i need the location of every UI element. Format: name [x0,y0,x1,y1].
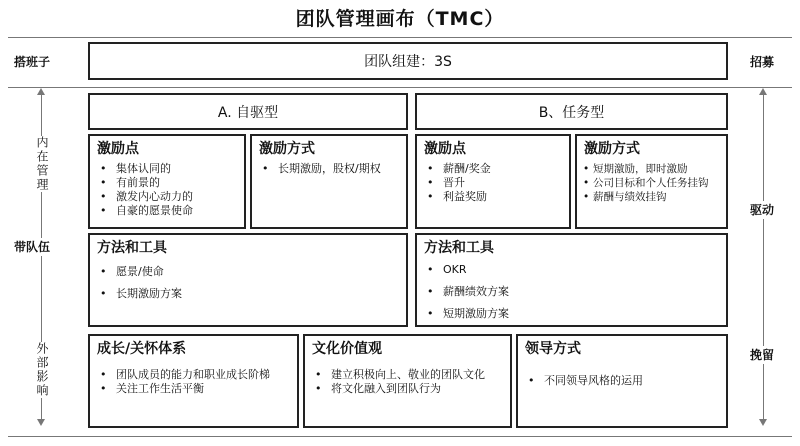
type-b-incentive-card [415,134,571,229]
item-list [98,162,193,218]
item-list [581,162,709,204]
right-axis-line [763,95,764,420]
left-arrow-down-icon [37,419,45,426]
divider-recruit [8,87,792,88]
label-team-building: 搭班子 [14,55,51,69]
list-item: • 自豪的愿景使命 [98,204,193,218]
list-item: • 利益奖励 [425,190,491,204]
card-title: 激励方式 [259,141,315,157]
list-item: • 短期激励方案 [425,307,509,321]
item-list [98,368,270,396]
card-title: 文化价值观 [312,341,382,357]
item-list [425,263,509,329]
list-item: • 激发内心动力的 [98,190,193,204]
card-title: 领导方式 [525,341,581,357]
list-item: • 公司目标和个人任务挂钩 [581,176,709,190]
list-item: • 不同领导风格的运用 [526,374,643,388]
item-list [425,162,491,204]
type-a-header: A. 自驱型 [88,93,408,130]
card-title: 激励点 [424,141,466,157]
label-retain: 挽留 [750,348,775,362]
growth-care-card [88,334,299,428]
team-build-box: 团队组建：3S [88,42,728,80]
list-item: • 愿景/使命 [98,265,182,279]
type-a-tools-card [88,233,408,327]
item-list [313,368,485,396]
label-internal: 内在管理 [35,136,49,192]
list-item: • 薪酬/奖金 [425,162,491,176]
type-a-method-card [250,134,408,229]
list-item: • 薪酬与绩效挂钩 [581,190,709,204]
list-item: • 长期激励，股权/期权 [260,162,381,176]
item-list [526,374,643,388]
type-b-tools-card [415,233,728,327]
list-item: • 短期激励，即时激励 [581,162,709,176]
list-item: • OKR [425,263,509,277]
card-title: 激励点 [97,141,139,157]
left-arrow-up-icon [37,88,45,95]
divider-bottom [8,436,792,437]
item-list [98,265,182,309]
divider-top [8,37,792,38]
list-item: • 有前景的 [98,176,193,190]
list-item: • 集体认同的 [98,162,193,176]
type-b-method-card [575,134,728,229]
list-item: • 薪酬绩效方案 [425,285,509,299]
list-item: • 晋升 [425,176,491,190]
list-item: • 团队成员的能力和职业成长阶梯 [98,368,270,382]
culture-values-card [303,334,512,428]
list-item: • 将文化融入到团队行为 [313,382,485,396]
list-item: • 长期激励方案 [98,287,182,301]
card-title: 方法和工具 [97,240,167,256]
canvas-title: 团队管理画布（TMC） [295,8,505,30]
card-title: 方法和工具 [424,240,494,256]
card-title: 成长/关怀体系 [97,341,187,357]
card-title: 激励方式 [584,141,640,157]
leadership-style-card [516,334,728,428]
list-item: • 建立积极向上、敬业的团队文化 [313,368,485,382]
type-a-incentive-card [88,134,246,229]
label-recruit: 招募 [750,55,775,69]
list-item: • 关注工作生活平衡 [98,382,270,396]
right-arrow-up-icon [759,88,767,95]
item-list [260,162,381,176]
right-arrow-down-icon [759,419,767,426]
type-b-header: B、任务型 [415,93,728,130]
label-external: 外部影响 [35,342,49,398]
label-drive: 驱动 [750,203,775,217]
label-lead-team: 带队伍 [14,240,51,254]
